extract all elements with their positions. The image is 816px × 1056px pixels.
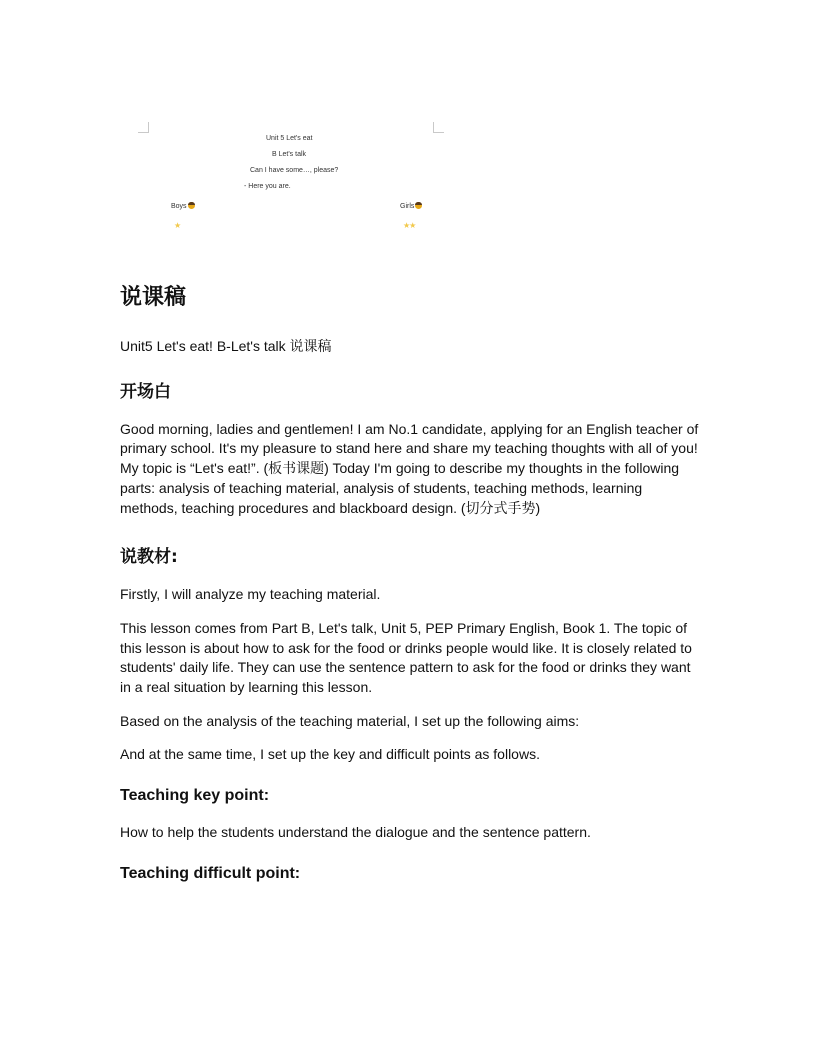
board-subtitle: B Let's talk — [272, 151, 307, 158]
team-girls-label: Girls — [400, 203, 415, 210]
document-subtitle: Unit5 Let's eat! B-Let's talk 说课稿 — [120, 338, 332, 354]
team-boys-label: Boys — [171, 203, 187, 210]
girls-star-icon: ★★ — [403, 221, 416, 230]
team-girls — [400, 202, 422, 210]
crop-mark-left — [138, 122, 149, 133]
boys-star-icon: ★ — [174, 221, 181, 230]
board-answer: - Here you are. — [244, 183, 291, 190]
material-paragraph-4: And at the same time, I set up the key and difficult points as follows. — [120, 746, 540, 763]
board-question: Can I have some…, please? — [250, 167, 339, 174]
opening-heading: 开场白 — [120, 381, 171, 402]
difficult-point-heading: Teaching difficult point: — [120, 864, 301, 882]
blackboard-design-figure — [138, 120, 444, 240]
key-point-paragraph: How to help the students understand the dialogue and the sentence pattern. — [120, 824, 591, 841]
board-title: Unit 5 Let's eat — [266, 135, 313, 142]
document-title: 说课稿 — [120, 285, 187, 310]
boy-face-icon — [188, 202, 195, 209]
girl-face-icon — [415, 202, 422, 209]
material-heading: 说教材: — [120, 547, 178, 568]
material-paragraph-1: Firstly, I will analyze my teaching material. — [120, 586, 381, 603]
key-point-heading: Teaching key point: — [120, 787, 270, 805]
crop-mark-right — [433, 122, 444, 133]
team-boys — [171, 202, 195, 210]
material-paragraph-3: Based on the analysis of the teaching material, I set up the following aims: — [120, 712, 580, 729]
document-body — [120, 280, 700, 901]
material-paragraph-2: This lesson comes from Part B, Let's talk, Unit 5, PEP Primary English, Book 1. The topic of this lesson is about how to ask for the food or drinks people would like. It is closely related to students' daily life. They can use the sentence pattern to ask for the food or drinks they want in a real situation by learning this lesson. — [120, 619, 692, 696]
opening-paragraph: Good morning, ladies and gentlemen! I am No.1 candidate, applying for an English teacher of primary school. It's my pleasure to stand here and share my teaching thoughts with all of you! My topic is “Let's eat!”. (板书课题) Today I'm going to describe my thoughts in the following parts: analysis of teaching material, analysis of students, teaching methods, learning methods, teaching procedures and blackboard design. (切分式手势) — [120, 420, 699, 516]
